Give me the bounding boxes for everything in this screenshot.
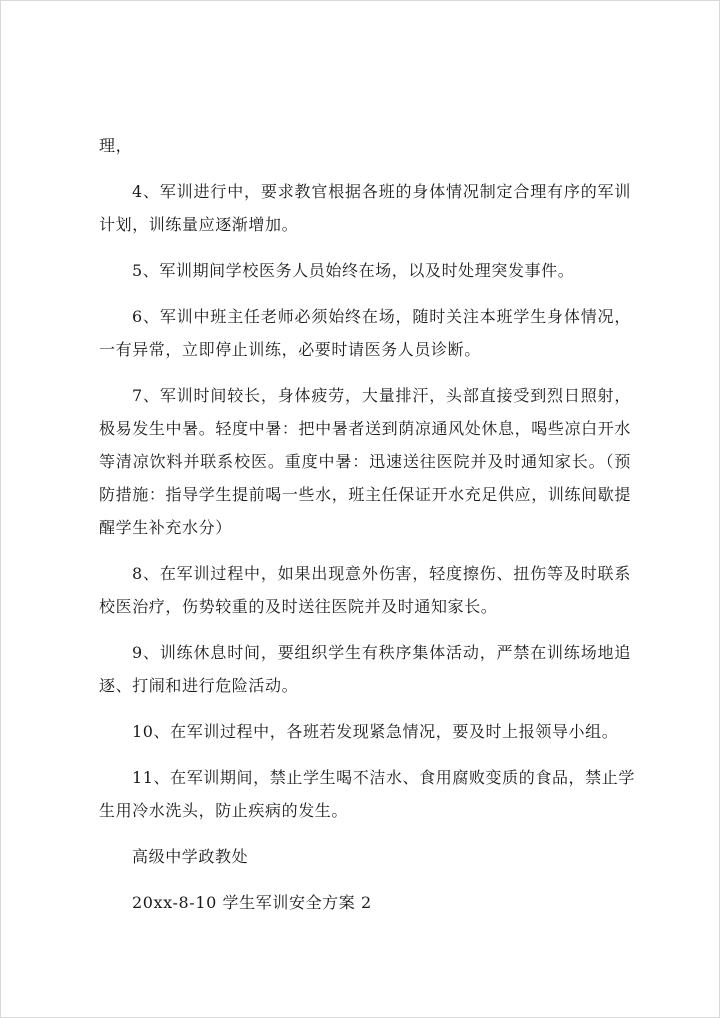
text-line: 生用冷水洗头，防止疾病的发生。: [99, 801, 349, 820]
paragraph-item-8: [99, 557, 631, 623]
paragraph-item-7: [99, 379, 631, 544]
text-line: 20xx-8-10 学生军训安全方案 2: [132, 893, 372, 912]
text-line: 7、军训时间较长，身体疲劳，大量排汗，头部直接受到烈日照射，: [132, 386, 631, 405]
paragraph-gap: [99, 827, 631, 840]
paragraph-gap: [99, 241, 631, 254]
text-line: 极易发生中暑。轻度中暑：把中暑者送到荫凉通风处休息，喝些凉白开水: [99, 419, 631, 438]
signature-department: [99, 840, 631, 873]
paragraph-gap: [99, 287, 631, 300]
text-line: 8、在军训过程中，如果出现意外伤害，轻度擦伤、扭伤等及时联系: [132, 564, 631, 583]
document-body: [99, 129, 635, 919]
text-line: 校医治疗，伤势较重的及时送往医院并及时通知家长。: [99, 597, 498, 616]
paragraph-continuation: [99, 129, 631, 162]
paragraph-gap: [99, 748, 631, 761]
text-line: 理，: [99, 136, 133, 155]
paragraph-gap: [99, 366, 631, 379]
paragraph-item-6: [99, 300, 631, 366]
paragraph-gap: [99, 873, 631, 886]
paragraph-gap: [99, 544, 631, 557]
text-line: 10、在军训过程中，各班若发现紧急情况，要及时上报领导小组。: [132, 722, 619, 741]
text-line: 4、军训进行中，要求教官根据各班的身体情况制定合理有序的军训: [132, 182, 631, 201]
paragraph-item-10: [99, 715, 631, 748]
text-line: 高级中学政教处: [132, 847, 249, 866]
paragraph-gap: [99, 162, 631, 175]
text-line: 一有异常，立即停止训练，必要时请医务人员诊断。: [99, 340, 481, 359]
text-line: 逐、打闹和进行危险活动。: [99, 676, 299, 695]
paragraph-gap: [99, 623, 631, 636]
text-line: 5、军训期间学校医务人员始终在场，以及时处理突发事件。: [132, 261, 575, 280]
paragraph-item-4: [99, 175, 631, 241]
text-line: 防措施：指导学生提前喝一些水，班主任保证开水充足供应，训练间歇提: [99, 485, 631, 504]
text-line: 6、军训中班主任老师必须始终在场，随时关注本班学生身体情况，: [132, 307, 631, 326]
text-line: 9、训练休息时间，要组织学生有秩序集体活动，严禁在训练场地追: [132, 643, 631, 662]
text-line: 计划，训练量应逐渐增加。: [99, 215, 299, 234]
text-line: 11、在军训期间，禁止学生喝不洁水、食用腐败变质的食品，禁止学: [132, 768, 635, 787]
paragraph-item-5: [99, 254, 631, 287]
text-line: 等清凉饮料并联系校医。重度中暑：迅速送往医院并及时通知家长。（预: [99, 452, 631, 471]
paragraph-item-9: [99, 636, 631, 702]
paragraph-gap: [99, 702, 631, 715]
next-document-title: [99, 886, 631, 919]
paragraph-item-11: [99, 761, 635, 827]
text-line: 醒学生补充水分）: [99, 518, 232, 537]
